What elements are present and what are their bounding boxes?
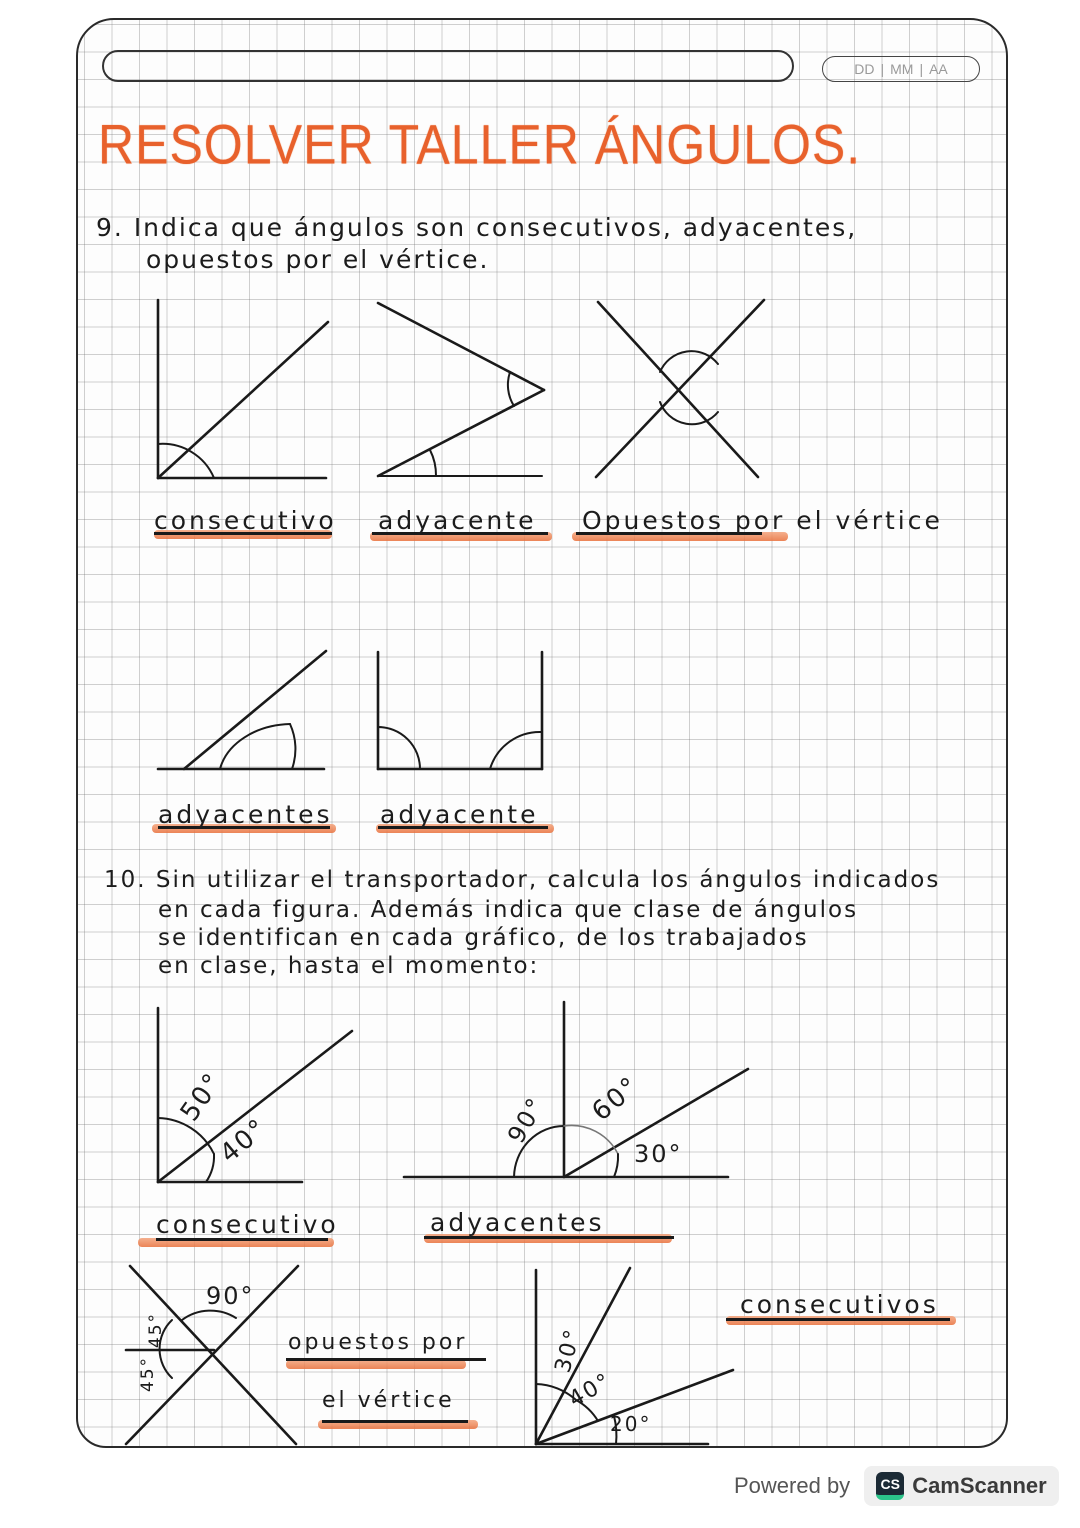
exercise-10-prompt-line4: en clase, hasta el momento: [158, 953, 540, 979]
exercise-9-prompt-line1: 9. Indica que ángulos son consecutivos, adyacentes, [96, 213, 858, 242]
answer-10b: adyacentes [430, 1208, 605, 1237]
exercise-10-prompt-line1: 10. Sin utilizar el transportador, calcula los ángulos indicados [104, 867, 941, 893]
camscanner-logo-icon: CS [876, 1472, 904, 1500]
angle-label: 50° [174, 1067, 230, 1127]
figure-9b [378, 303, 544, 476]
date-year: AA [929, 61, 948, 77]
angle-label: 90° [206, 1282, 255, 1310]
exercise-9-prompt-line2: opuestos por el vértice. [146, 245, 490, 274]
notebook-page [76, 18, 1008, 1448]
angle-label: 40° [564, 1368, 617, 1413]
exercise-10-prompt-line3: se identifican en cada gráfico, de los trabajados [158, 925, 809, 951]
figure-9e [378, 652, 542, 769]
angle-label: 30° [550, 1325, 587, 1376]
angle-label: 40° [214, 1112, 274, 1170]
answer-9a: consecutivo [154, 506, 337, 535]
watermark-footer [734, 1466, 1059, 1506]
camscanner-name: CamScanner [912, 1473, 1047, 1498]
figure-10b [404, 1002, 748, 1177]
exercise-10-prompt-line2: en cada figura. Además indica que clase de ángulos [158, 897, 859, 923]
exercise-9-number: 9. [96, 213, 124, 242]
date-day: DD [854, 61, 875, 77]
exercise-10-number: 10. [104, 867, 147, 893]
angle-label: 20° [610, 1412, 652, 1436]
angle-label: 45° [138, 1355, 159, 1393]
date-field: DD | MM | AA [822, 56, 980, 82]
answer-9b: adyacente [378, 506, 537, 535]
figure-9a [158, 300, 328, 478]
angle-label: 45° [146, 1311, 167, 1349]
answer-9d: adyacentes [158, 800, 333, 829]
answer-10c-line1: opuestos por [288, 1330, 468, 1355]
answer-9e: adyacente [380, 800, 539, 829]
answer-10a: consecutivo [156, 1210, 339, 1239]
date-month: MM [890, 61, 914, 77]
angle-label: 30° [634, 1140, 683, 1168]
answer-10d: consecutivos [740, 1290, 939, 1319]
camscanner-badge [864, 1466, 1059, 1506]
answer-10c-line2: el vértice [322, 1388, 455, 1413]
answer-9c: Opuestos por el vértice [582, 506, 943, 535]
page-title: RESOLVER TALLER ÁNGULOS. [98, 113, 862, 176]
powered-by-text: Powered by [734, 1473, 851, 1498]
angle-label: 90° [502, 1091, 551, 1149]
figure-9d [158, 651, 326, 769]
angle-label: 60° [586, 1070, 646, 1128]
figure-9c [596, 300, 764, 477]
